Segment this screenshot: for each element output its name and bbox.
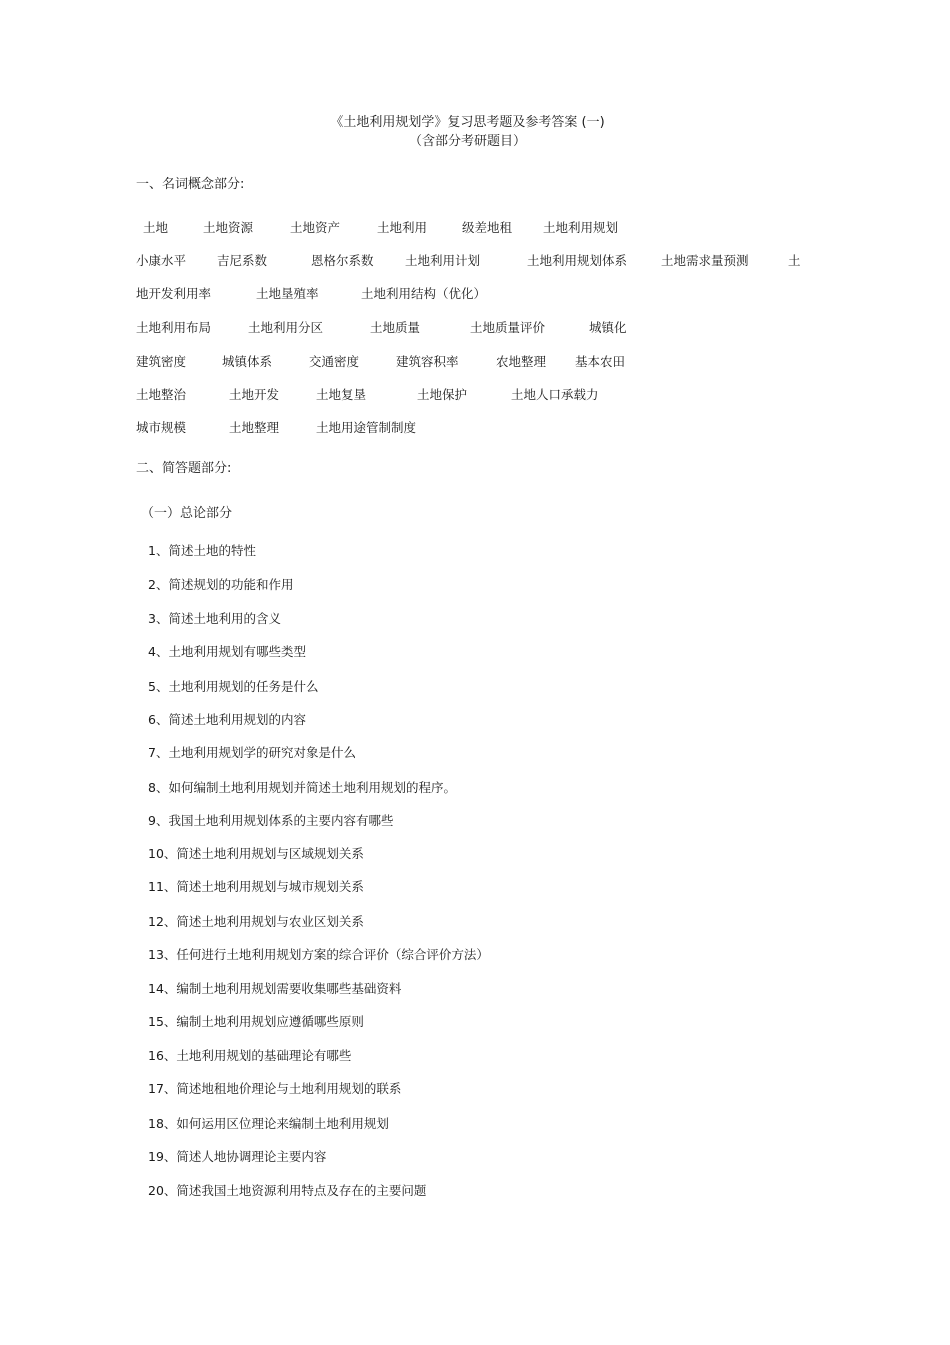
question-item: 10、简述土地利用规划与区域规划关系 [148,846,364,861]
term: 土地利用规划 [543,220,619,235]
term: 级差地租 [462,220,513,235]
term: 吉尼系数 [217,253,268,268]
question-item: 19、简述人地协调理论主要内容 [148,1149,327,1164]
question-item: 12、简述土地利用规划与农业区划关系 [148,914,364,929]
term: 交通密度 [309,354,360,369]
term: 土地垦殖率 [256,286,319,301]
term: 土 [788,253,801,268]
term: 土地利用布局 [136,320,212,335]
question-item: 9、我国土地利用规划体系的主要内容有哪些 [148,813,394,828]
question-item: 11、简述土地利用规划与城市规划关系 [148,879,364,894]
term: 土地利用 [377,220,428,235]
question-item: 5、土地利用规划的任务是什么 [148,679,319,694]
term: 城镇体系 [222,354,273,369]
term: 土地 [143,220,169,235]
term: 土地质量 [370,320,421,335]
term: 土地开发 [229,387,280,402]
term: 土地保护 [417,387,468,402]
document-title: 《土地利用规划学》复习思考题及参考答案 (一) [330,115,605,130]
term: 土地整治 [136,387,187,402]
term: 建筑密度 [136,354,187,369]
subsection-heading-general: （一）总论部分 [141,506,233,521]
question-item: 17、简述地租地价理论与土地利用规划的联系 [148,1081,402,1096]
question-item: 16、土地利用规划的基础理论有哪些 [148,1048,352,1063]
term: 农地整理 [496,354,547,369]
question-item: 15、编制土地利用规划应遵循哪些原则 [148,1014,364,1029]
question-item: 18、如何运用区位理论来编制土地利用规划 [148,1116,389,1131]
question-item: 7、土地利用规划学的研究对象是什么 [148,745,356,760]
question-item: 13、任何进行土地利用规划方案的综合评价（综合评价方法） [148,947,489,962]
section-heading-short-answer: 二、简答题部分: [136,461,232,476]
question-item: 6、简述土地利用规划的内容 [148,712,306,727]
term: 地开发利用率 [136,286,212,301]
term: 土地用途管制制度 [316,420,417,435]
term: 土地资产 [290,220,341,235]
term: 城市规模 [136,420,187,435]
question-item: 2、简述规划的功能和作用 [148,577,294,592]
question-item: 1、简述土地的特性 [148,543,256,558]
term: 恩格尔系数 [311,253,374,268]
term: 建筑容积率 [396,354,459,369]
term: 土地人口承载力 [511,387,599,402]
term: 土地需求量预测 [661,253,749,268]
term: 城镇化 [589,320,627,335]
term: 小康水平 [136,253,187,268]
term: 土地利用分区 [248,320,324,335]
question-item: 3、简述土地利用的含义 [148,611,281,626]
term: 土地质量评价 [470,320,546,335]
term: 土地资源 [203,220,254,235]
term: 土地利用计划 [405,253,481,268]
term: 土地利用结构（优化） [361,286,487,301]
document-subtitle: （含部分考研题目） [408,134,526,149]
question-item: 8、如何编制土地利用规划并简述土地利用规划的程序。 [148,780,456,795]
term: 土地整理 [229,420,280,435]
question-item: 4、土地利用规划有哪些类型 [148,644,306,659]
term: 土地利用规划体系 [527,253,628,268]
section-heading-terms: 一、名词概念部分: [136,177,245,192]
question-item: 14、编制土地利用规划需要收集哪些基础资料 [148,981,402,996]
term: 基本农田 [575,354,626,369]
question-item: 20、简述我国土地资源利用特点及存在的主要问题 [148,1183,427,1198]
term: 土地复垦 [316,387,367,402]
